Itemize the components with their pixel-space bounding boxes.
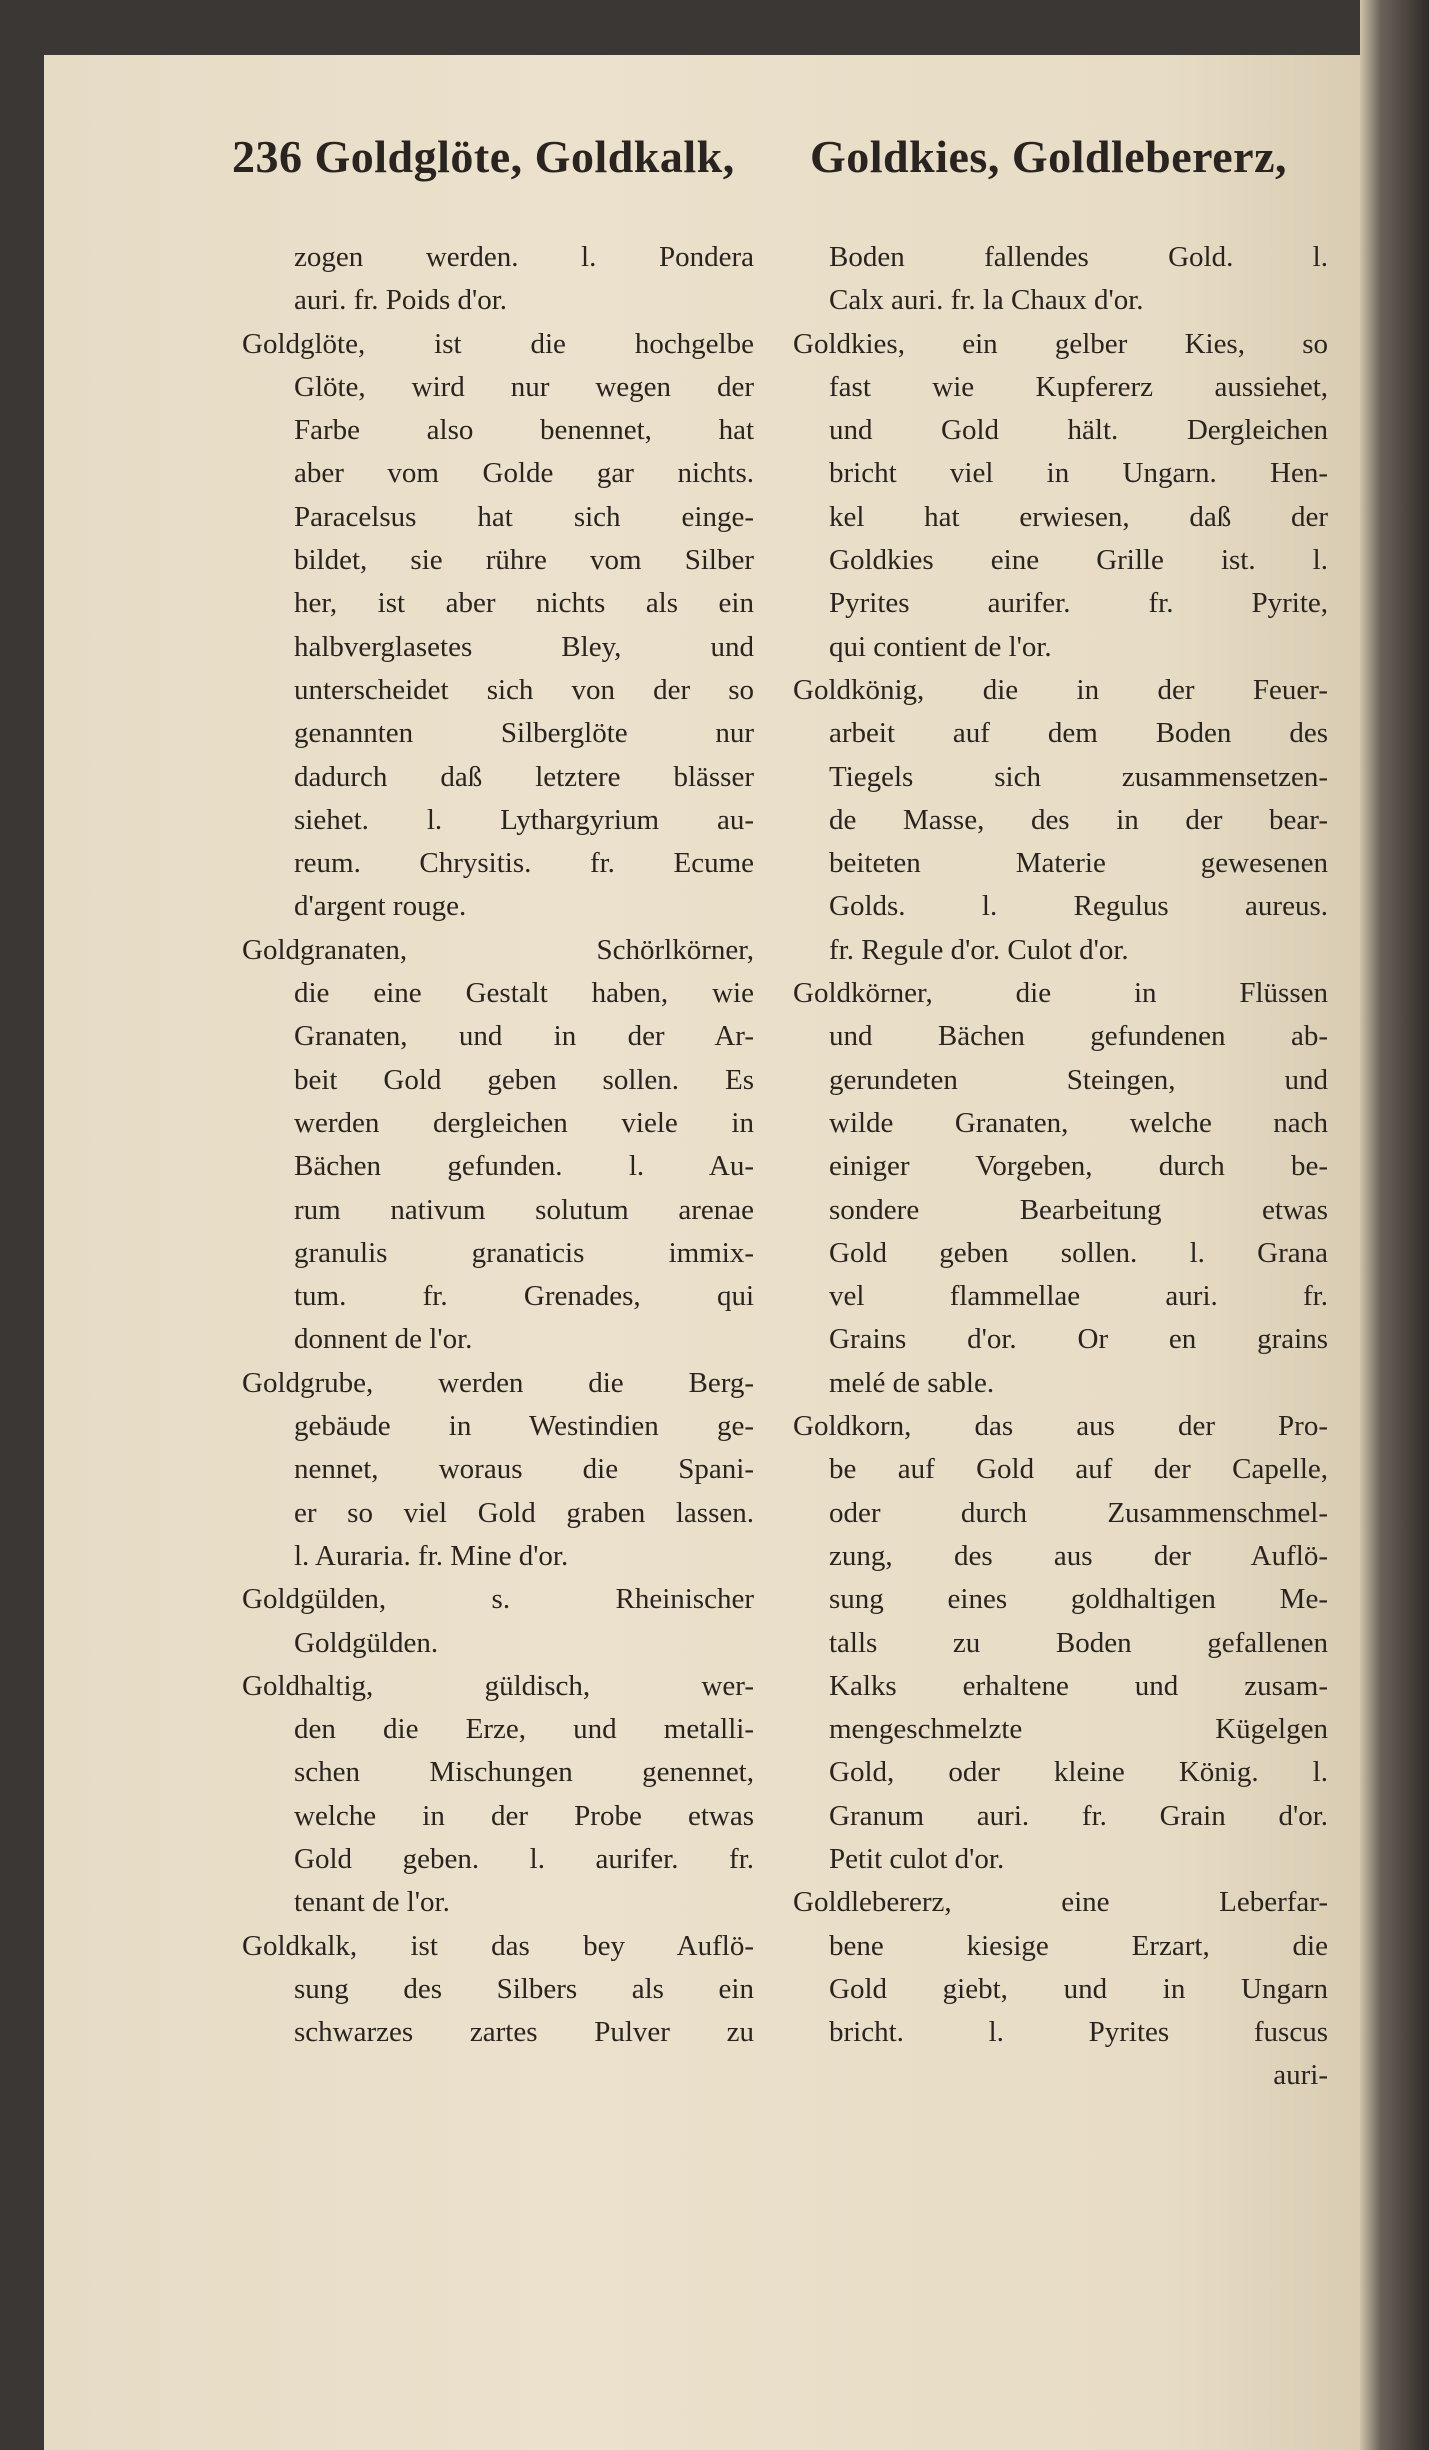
entry-text-line: einiger Vorgeben, durch be- <box>829 1150 1328 1183</box>
entry-headword-line: Goldglöte, ist die hochgelbe <box>242 327 754 360</box>
entry-text-line: beiteten Materie gewesenen <box>829 847 1328 880</box>
entry-text-line: aber vom Golde gar nichts. <box>294 457 754 490</box>
header-left-page-number-and-keywords: 236 Goldglöte, Goldkalk, <box>232 131 735 182</box>
entry-text-line: bildet, sie rühre vom Silber <box>294 544 754 577</box>
entry-headword-line: Goldgranaten, Schörlkörner, <box>242 933 754 966</box>
dictionary-entry <box>242 929 754 1362</box>
entry-text-line: Kalks erhaltene und zusam- <box>829 1669 1328 1702</box>
entry-text-line: Glöte, wird nur wegen der <box>294 370 754 403</box>
entry-text-line: rum nativum solutum arenae <box>294 1193 754 1226</box>
entry-text-line: Gold, oder kleine König. l. <box>829 1756 1328 1789</box>
entry-text-line: sondere Bearbeitung etwas <box>829 1193 1328 1226</box>
entry-text-line: d'argent rouge. <box>294 890 467 923</box>
entry-text-line: l. Auraria. fr. Mine d'or. <box>294 1539 569 1572</box>
entry-headword-line: Goldkörner, die in Flüssen <box>793 977 1328 1010</box>
entry-headword-line: Goldkorn, das aus der Pro- <box>793 1410 1328 1443</box>
entry-text-line: und Gold hält. Dergleichen <box>829 414 1328 447</box>
entry-text-line: siehet. l. Lythargyrium au- <box>294 803 754 836</box>
entry-text-line: fr. Regule d'or. Culot d'or. <box>829 933 1129 966</box>
entry-text-line: Pyrites aurifer. fr. Pyrite, <box>829 587 1328 620</box>
entry-text-line: tenant de l'or. <box>294 1886 450 1919</box>
entry-text-line: Gold geben. l. aurifer. fr. <box>294 1842 754 1875</box>
entry-text-line: Golds. l. Regulus aureus. <box>829 890 1328 923</box>
entry-text-line: Calx auri. fr. la Chaux d'or. <box>829 284 1144 317</box>
right-column <box>793 236 1328 2098</box>
entry-text-line: Bächen gefunden. l. Au- <box>294 1150 754 1183</box>
running-header <box>232 130 1332 190</box>
entry-text-line: granulis granaticis immix- <box>294 1236 754 1269</box>
entry-headword-line: Goldkies, ein gelber Kies, so <box>793 327 1328 360</box>
entry-headword-line: Goldkalk, ist das bey Auflö- <box>242 1929 754 1962</box>
entry-text-line: arbeit auf dem Boden des <box>829 717 1328 750</box>
entry-text-line: zogen werden. l. Pondera <box>294 241 754 273</box>
entry-text-line: bricht viel in Ungarn. Hen- <box>829 457 1328 490</box>
dictionary-entry <box>242 323 754 929</box>
dictionary-entry <box>793 323 1328 669</box>
dictionary-entry <box>793 1405 1328 1881</box>
entry-text-line: vel flammellae auri. fr. <box>829 1280 1328 1313</box>
entry-text-line: reum. Chrysitis. fr. Ecume <box>294 847 754 880</box>
entry-text-line: dadurch daß letztere blässer <box>294 760 754 793</box>
entry-text-line: nennet, woraus die Spani- <box>294 1453 754 1486</box>
dictionary-entry <box>793 236 1328 323</box>
entry-text-line: Paracelsus hat sich einge- <box>294 500 754 533</box>
entry-text-line: donnent de l'or. <box>294 1323 473 1356</box>
entry-text-line: qui contient de l'or. <box>829 630 1052 663</box>
entry-text-line: mengeschmelzte Kügelgen <box>829 1713 1328 1746</box>
entry-text-line: fast wie Kupfererz aussiehet, <box>829 370 1328 403</box>
entry-text-line: unterscheidet sich von der so <box>294 673 754 706</box>
entry-text-line: zung, des aus der Auflö- <box>829 1539 1328 1572</box>
entry-text-line: gebäude in Westindien ge- <box>294 1410 754 1443</box>
entry-headword-line: Goldgrube, werden die Berg- <box>242 1366 754 1399</box>
entry-text-line: Grains d'or. Or en grains <box>829 1323 1328 1356</box>
entry-text-line: Goldgülden. <box>294 1626 439 1659</box>
entry-headword-line: Goldgülden, s. Rheinischer <box>242 1583 754 1616</box>
entry-text-line: Farbe also benennet, hat <box>294 414 754 447</box>
entry-text-line: Gold giebt, und in Ungarn <box>829 1972 1328 2005</box>
entry-text-line: kel hat erwiesen, daß der <box>829 500 1328 533</box>
entry-text-line: gerundeten Steingen, und <box>829 1063 1328 1096</box>
entry-headword-line: Goldlebererz, eine Leberfar- <box>793 1886 1328 1919</box>
entry-text-line: auri. fr. Poids d'or. <box>294 284 508 317</box>
entry-text-line: sung des Silbers als ein <box>294 1972 754 2005</box>
entry-text-line: schwarzes zartes Pulver zu <box>294 2016 754 2049</box>
entry-text-line: talls zu Boden gefallenen <box>829 1626 1328 1659</box>
entry-text-line: welche in der Probe etwas <box>294 1799 754 1832</box>
entry-text-line: den die Erze, und metalli- <box>294 1713 754 1746</box>
entry-text-line: bene kiesige Erzart, die <box>829 1929 1328 1962</box>
entry-text-line: genannten Silberglöte nur <box>294 717 754 750</box>
left-column <box>242 236 754 2054</box>
entry-text-line: Goldkies eine Grille ist. l. <box>829 544 1328 577</box>
entry-text-line: Petit culot d'or. <box>829 1842 1005 1875</box>
book-gutter <box>1360 0 1429 2450</box>
entry-text-line: Gold geben sollen. l. Grana <box>829 1236 1328 1269</box>
entry-text-line: tum. fr. Grenades, qui <box>294 1280 754 1313</box>
catchword: auri- <box>1273 2059 1328 2092</box>
entry-text-line: be auf Gold auf der Capelle, <box>829 1453 1328 1486</box>
dictionary-entry <box>242 1925 754 2055</box>
entry-text-line: bricht. l. Pyrites fuscus <box>829 2016 1328 2049</box>
entry-text-line: werden dergleichen viele in <box>294 1106 754 1139</box>
entry-headword-line: Goldkönig, die in der Feuer- <box>793 673 1328 706</box>
dictionary-entry <box>793 669 1328 972</box>
entry-text-line: sung eines goldhaltigen Me- <box>829 1583 1328 1616</box>
entry-text-line: oder durch Zusammenschmel- <box>829 1496 1328 1529</box>
entry-headword-line: Goldhaltig, güldisch, wer- <box>242 1669 754 1702</box>
entry-text-line: Granaten, und in der Ar- <box>294 1020 754 1053</box>
entry-text-line: wilde Granaten, welche nach <box>829 1106 1328 1139</box>
entry-text-line: und Bächen gefundenen ab- <box>829 1020 1328 1053</box>
entry-text-line: schen Mischungen genennet, <box>294 1756 754 1789</box>
dictionary-entry <box>242 1665 754 1925</box>
entry-text-line: die eine Gestalt haben, wie <box>294 977 754 1010</box>
header-right-keywords: Goldkies, Goldlebererz, <box>810 131 1288 182</box>
entry-text-line: Boden fallendes Gold. l. <box>829 241 1328 273</box>
entry-text-line: de Masse, des in der bear- <box>829 803 1328 836</box>
dictionary-entry <box>793 972 1328 1405</box>
entry-text-line: Granum auri. fr. Grain d'or. <box>829 1799 1328 1832</box>
entry-text-line: halbverglasetes Bley, und <box>294 630 754 663</box>
entry-text-line: her, ist aber nichts als ein <box>294 587 754 620</box>
dictionary-entry <box>242 1362 754 1578</box>
entry-text-line: er so viel Gold graben lassen. <box>294 1496 754 1529</box>
dictionary-entry <box>242 236 754 323</box>
entry-text-line: beit Gold geben sollen. Es <box>294 1063 754 1096</box>
dictionary-entry <box>793 1881 1328 2054</box>
dictionary-entry <box>242 1578 754 1665</box>
entry-text-line: Tiegels sich zusammensetzen- <box>829 760 1328 793</box>
entry-text-line: melé de sable. <box>829 1366 995 1399</box>
